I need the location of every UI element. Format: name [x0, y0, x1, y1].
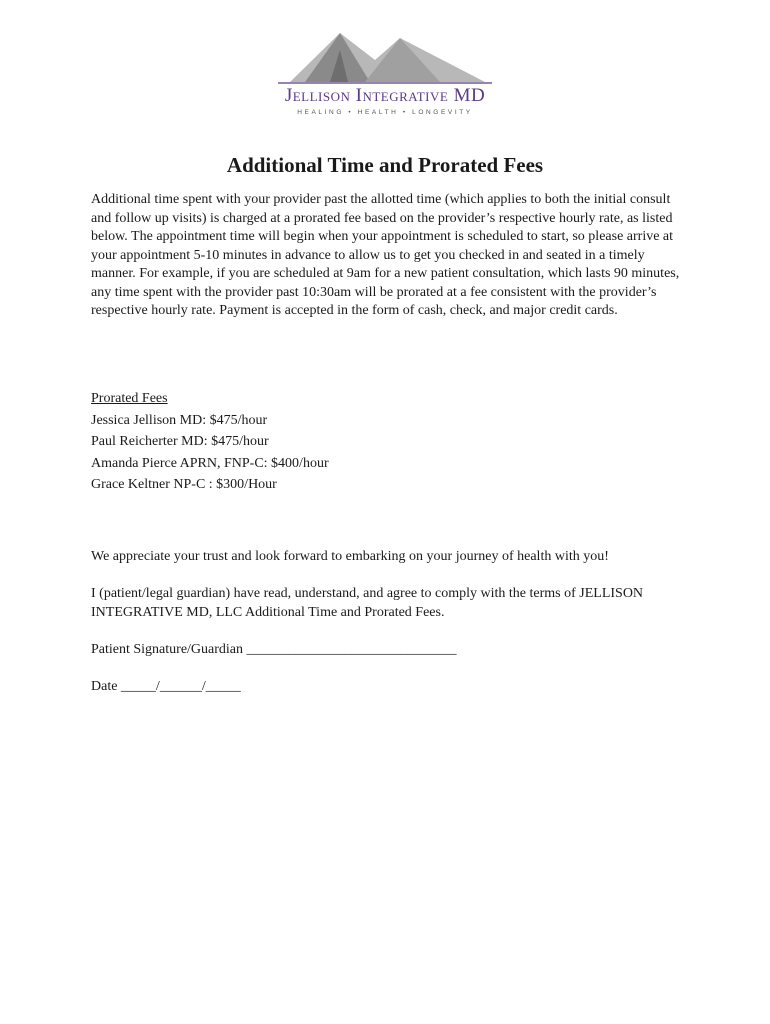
appreciation-text: We appreciate your trust and look forward to embarking on your journey of health with you! [91, 549, 609, 564]
fees-heading: Prorated Fees [91, 391, 168, 406]
logo-wordmark: Jellison Integrative MD [284, 85, 486, 106]
agreement-text: I (patient/legal guardian) have read, understand, and agree to comply with the terms of JELLISON INTEGRATIVE MD, LLC Additional Time and Prorated Fees. [91, 586, 644, 620]
document-title: Additional Time and Prorated Fees [226, 153, 544, 177]
prorated-fees-section [91, 388, 651, 496]
fee-item: Amanda Pierce APRN, FNP-C: $400/hour [91, 455, 329, 471]
intro-paragraph: Additional time spent with your provider past the allotted time (which applies to both the initial consult and follow up visits) is charged at a prorated fee based on the provider’s respective hourly rate, as listed below. The appointment time will begin when your appointment is scheduled to start, so please arrive at your appointment 5-10 minutes in advance to allow us to get you checked in and seated in a timely manner. For example, if you are scheduled at 9am for a new patient consultation, which lasts 90 minutes, any time spent with the provider past 10:30am will be prorated at a fee consistent with the provider’s respective hourly rate. Payment is accepted in the form of cash, check, and major credit cards. [91, 192, 680, 318]
signature-field[interactable]: Patient Signature/Guardian ______________________________ [91, 642, 457, 657]
fee-item: Paul Reicherter MD: $475/hour [91, 434, 269, 449]
company-logo [270, 30, 500, 120]
fee-item: Grace Keltner NP-C : $300/Hour [91, 477, 277, 492]
mountain-logo-icon [270, 30, 500, 90]
fee-item: Jessica Jellison MD: $475/hour [91, 412, 268, 428]
date-field[interactable]: Date _____/______/_____ [91, 679, 241, 694]
logo-tagline: HEALING • HEALTH • LONGEVITY [297, 109, 473, 116]
